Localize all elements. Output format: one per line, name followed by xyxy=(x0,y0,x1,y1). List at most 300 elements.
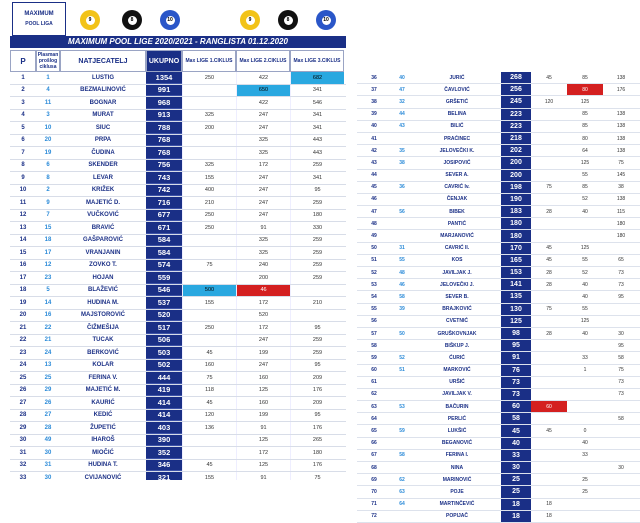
player-name-cell: ČAVLOVIĆ xyxy=(444,86,470,93)
total-points-cell: 223 xyxy=(501,109,531,120)
player-name-cell: ZOVKO T. xyxy=(89,262,117,269)
cycle-1-cell: 45 xyxy=(182,460,236,472)
cycle-3-cell: 138 xyxy=(616,74,626,81)
table-row xyxy=(357,206,640,218)
player-name-cell: LEVAR xyxy=(93,174,113,181)
header-total: UKUPNO xyxy=(146,50,182,72)
table-row xyxy=(357,438,640,450)
cycle-2-cell: 325 xyxy=(236,147,290,159)
total-points-cell: 502 xyxy=(146,360,182,372)
rank-cell: 19 xyxy=(19,299,27,306)
cycle-1-cell: 75 xyxy=(182,260,236,272)
cycle-3-cell: 180 xyxy=(290,447,344,459)
cycle-1-cell: 75 xyxy=(546,184,552,191)
cycle-1-cell xyxy=(182,135,236,147)
rank-cell: 21 xyxy=(19,324,27,331)
table-row xyxy=(10,97,346,110)
cycle-2-cell: 91 xyxy=(236,472,290,480)
rank-cell: 38 xyxy=(371,98,377,105)
cycle-3-cell: 73 xyxy=(618,391,624,398)
total-points-cell: 584 xyxy=(146,235,182,247)
table-row xyxy=(10,322,346,335)
player-name-cell: GAŠPAROVIĆ xyxy=(83,237,123,244)
table-row xyxy=(357,121,640,133)
rank-cell: 29 xyxy=(19,424,27,431)
previous-rank-cell xyxy=(391,218,413,229)
previous-rank-cell: 8 xyxy=(46,174,50,181)
cycle-3-cell: 546 xyxy=(290,97,344,109)
cycle-2-cell: 40 xyxy=(582,440,588,447)
rank-cell: 69 xyxy=(371,476,377,483)
table-row xyxy=(357,474,640,486)
table-row xyxy=(357,462,640,474)
cycle-1-cell: 325 xyxy=(182,110,236,122)
cycle-3-cell xyxy=(603,425,639,436)
rank-cell: 60 xyxy=(371,367,377,374)
cycle-3-cell xyxy=(603,486,639,497)
cycle-1-cell xyxy=(531,145,567,156)
player-name-cell: JOSIPOVIĆ xyxy=(443,159,471,166)
player-name-cell: KAURIĆ xyxy=(91,399,115,406)
cycle-3-cell: 95 xyxy=(618,293,624,300)
player-name-cell: CAVRIĆ II. xyxy=(444,245,470,252)
cycle-3-cell: 180 xyxy=(290,210,344,222)
table-row xyxy=(357,401,640,413)
cycle-2-cell: 160 xyxy=(236,397,290,409)
total-points-cell: 60 xyxy=(501,401,531,412)
table-row xyxy=(357,255,640,267)
rank-cell: 51 xyxy=(371,257,377,264)
table-row xyxy=(10,335,346,348)
previous-rank-cell: 7 xyxy=(46,212,50,219)
previous-rank-cell xyxy=(391,316,413,327)
cycle-1-cell: 120 xyxy=(544,98,554,105)
table-row xyxy=(357,450,640,462)
table-header xyxy=(10,50,344,72)
cycle-3-cell: 75 xyxy=(618,159,624,166)
player-name-cell: JURIĆ xyxy=(449,74,465,81)
cycle-1-cell xyxy=(531,230,567,241)
header-cycle-2: Max LIGE 2.CIKLUS xyxy=(236,50,290,72)
player-name-cell: URŠIĆ xyxy=(449,379,465,386)
player-name-cell: BIŠKUP J. xyxy=(444,342,470,349)
rank-cell: 58 xyxy=(371,342,377,349)
cycle-2-cell: 55 xyxy=(582,257,588,264)
player-name-cell: TUCAK xyxy=(92,337,114,344)
cycle-2-cell: 422 xyxy=(236,72,290,84)
ball-number: 9 xyxy=(246,16,255,25)
cycle-1-cell: 45 xyxy=(182,397,236,409)
total-points-cell: 403 xyxy=(146,422,182,434)
total-points-cell: 76 xyxy=(501,365,531,376)
player-name-cell: BELINA xyxy=(447,111,467,118)
rank-cell: 5 xyxy=(21,124,25,131)
cycle-2-cell: 52 xyxy=(582,269,588,276)
player-name-cell: KEDIĆ xyxy=(93,412,113,419)
cycle-1-cell xyxy=(531,340,567,351)
ball-number: 10 xyxy=(323,17,329,23)
player-name-cell: MAJSTOROVIĆ xyxy=(81,312,125,319)
cycle-2-cell: 247 xyxy=(236,360,290,372)
left-table-panel xyxy=(10,0,346,480)
total-points-cell: 256 xyxy=(501,84,531,95)
rank-cell: 68 xyxy=(371,464,377,471)
player-name-cell: ĆURIĆ xyxy=(449,354,465,361)
header-cycle-3: Max LIGE 3.CIKLUS xyxy=(290,50,344,72)
cycle-3-cell: 341 xyxy=(290,122,344,134)
previous-rank-cell: 16 xyxy=(44,312,52,319)
table-row xyxy=(10,347,346,360)
cycle-2-cell: 40 xyxy=(582,208,588,215)
previous-rank-cell: 5 xyxy=(46,287,50,294)
total-points-cell: 91 xyxy=(501,352,531,363)
table-row xyxy=(357,377,640,389)
previous-rank-cell: 40 xyxy=(399,74,405,81)
cycle-3-cell: 30 xyxy=(618,464,624,471)
table-row xyxy=(357,267,640,279)
previous-rank-cell: 31 xyxy=(399,245,405,252)
cycle-2-cell: 46 xyxy=(236,285,290,297)
table-row xyxy=(357,291,640,303)
player-name-cell: JAVILJAK V. xyxy=(442,391,472,398)
rank-cell: 54 xyxy=(371,293,377,300)
player-name-cell: BERKOVIĆ xyxy=(87,349,119,356)
table-row xyxy=(10,422,346,435)
rank-cell: 1 xyxy=(21,74,25,81)
table-row xyxy=(10,460,346,473)
table-row xyxy=(357,340,640,352)
header-name: NATJECATELJ xyxy=(60,50,146,72)
table-row xyxy=(10,210,346,223)
cycle-1-cell: 210 xyxy=(182,197,236,209)
total-points-cell: 546 xyxy=(146,285,182,297)
table-row xyxy=(357,96,640,108)
cycle-3-cell: 259 xyxy=(290,347,344,359)
cycle-2-cell: 199 xyxy=(236,347,290,359)
total-points-cell: 559 xyxy=(146,272,182,284)
previous-rank-cell: 11 xyxy=(44,99,52,106)
player-name-cell: BAČURIN xyxy=(445,403,469,410)
table-row xyxy=(357,389,640,401)
player-name-cell: CVETNIĆ xyxy=(446,318,468,325)
cycle-1-cell: 28 xyxy=(546,330,552,337)
previous-rank-cell: 58 xyxy=(399,452,405,459)
rank-cell: 56 xyxy=(371,318,377,325)
player-name-cell: LUKŠIĆ xyxy=(447,428,467,435)
cycle-2-cell xyxy=(567,218,603,229)
cycle-2-cell: 125 xyxy=(236,435,290,447)
cycle-3-cell xyxy=(603,316,639,327)
total-points-cell: 574 xyxy=(146,260,182,272)
player-name-cell: ČUDINA xyxy=(91,149,115,156)
table-row xyxy=(357,109,640,121)
cycle-2-cell: 247 xyxy=(236,185,290,197)
cycle-1-cell: 400 xyxy=(182,185,236,197)
table-row xyxy=(357,230,640,242)
player-name-cell: SEVER A. xyxy=(445,172,469,179)
rank-cell: 6 xyxy=(21,137,25,144)
player-name-cell: BILIĆ xyxy=(450,123,464,130)
cycle-2-cell: 125 xyxy=(580,98,590,105)
player-name-cell: ŽUPETIĆ xyxy=(90,424,116,431)
rank-cell: 28 xyxy=(19,412,27,419)
player-name-cell: MAJETIĆ M. xyxy=(85,387,121,394)
cycle-2-cell: 422 xyxy=(236,97,290,109)
cycle-2-cell xyxy=(567,389,603,400)
cycle-2-cell: 160 xyxy=(236,372,290,384)
total-points-cell: 165 xyxy=(501,255,531,266)
table-row xyxy=(10,372,346,385)
table-row xyxy=(10,272,346,285)
player-name-cell: MARINOVIĆ xyxy=(442,476,472,483)
total-points-cell: 390 xyxy=(146,435,182,447)
cycle-3-cell: 259 xyxy=(290,272,344,284)
previous-rank-cell xyxy=(391,170,413,181)
total-points-cell: 73 xyxy=(501,389,531,400)
cycle-3-cell: 259 xyxy=(290,160,344,172)
right-table-body xyxy=(357,72,640,523)
table-row xyxy=(10,297,346,310)
total-points-cell: 743 xyxy=(146,172,182,184)
cycle-2-cell xyxy=(567,377,603,388)
ball-number: 8 xyxy=(128,16,137,25)
cycle-2-cell xyxy=(567,511,603,522)
player-name-cell: NINA xyxy=(450,464,464,471)
table-row xyxy=(10,385,346,398)
total-points-cell: 520 xyxy=(146,310,182,322)
total-points-cell: 414 xyxy=(146,410,182,422)
cycle-2-cell: 91 xyxy=(236,422,290,434)
previous-rank-cell xyxy=(391,194,413,205)
total-points-cell: 18 xyxy=(501,499,531,510)
total-points-cell: 170 xyxy=(501,243,531,254)
table-row xyxy=(357,413,640,425)
previous-rank-cell: 58 xyxy=(399,293,405,300)
left-table-body xyxy=(10,72,346,480)
player-name-cell: JELOVEČKI J. xyxy=(440,281,474,288)
cycle-3-cell xyxy=(603,450,639,461)
player-name-cell: LUSTIG xyxy=(92,74,114,81)
total-points-cell: 202 xyxy=(501,145,531,156)
total-points-cell: 25 xyxy=(501,474,531,485)
cycle-2-cell: 85 xyxy=(582,74,588,81)
total-points-cell: 30 xyxy=(501,462,531,473)
rank-cell: 49 xyxy=(371,233,377,240)
previous-rank-cell: 63 xyxy=(399,488,405,495)
player-name-cell: GRŠETIĆ xyxy=(445,98,469,105)
previous-rank-cell xyxy=(391,438,413,449)
player-name-cell: JAVILJAK J. xyxy=(442,269,472,276)
cycle-3-cell xyxy=(290,310,344,322)
cycle-1-cell: 155 xyxy=(182,172,236,184)
header-previous: Plasman prošlog ciklusa xyxy=(37,52,59,70)
cycle-3-cell: 259 xyxy=(290,197,344,209)
cycle-3-cell xyxy=(603,511,639,522)
table-row xyxy=(10,360,346,373)
previous-rank-cell: 59 xyxy=(399,428,405,435)
rank-cell: 57 xyxy=(371,330,377,337)
cycle-2-cell: 172 xyxy=(236,160,290,172)
previous-rank-cell xyxy=(391,230,413,241)
table-row xyxy=(357,145,640,157)
cycle-3-cell: 176 xyxy=(616,86,626,93)
cycle-3-cell: 73 xyxy=(618,269,624,276)
table-row xyxy=(357,133,640,145)
player-name-cell: POJE xyxy=(450,488,464,495)
previous-rank-cell: 47 xyxy=(399,86,405,93)
previous-rank-cell xyxy=(391,511,413,522)
cycle-2-cell: 125 xyxy=(236,460,290,472)
cycle-3-cell xyxy=(603,438,639,449)
cycle-2-cell: 40 xyxy=(582,281,588,288)
cycle-3-cell xyxy=(290,285,344,297)
table-row xyxy=(10,197,346,210)
rank-cell: 44 xyxy=(371,172,377,179)
cycle-1-cell xyxy=(182,97,236,109)
previous-rank-cell: 53 xyxy=(399,403,405,410)
cycle-2-cell: 172 xyxy=(236,447,290,459)
cycle-3-cell: 30 xyxy=(618,330,624,337)
cycle-2-cell: 240 xyxy=(236,260,290,272)
previous-rank-cell xyxy=(391,462,413,473)
total-points-cell: 991 xyxy=(146,85,182,97)
total-points-cell: 346 xyxy=(146,460,182,472)
rank-cell: 10 xyxy=(19,187,27,194)
cycle-1-cell: 500 xyxy=(182,285,236,297)
cycle-2-cell: 125 xyxy=(580,245,590,252)
table-row xyxy=(10,110,346,123)
previous-rank-cell: 6 xyxy=(46,162,50,169)
cycle-1-cell: 325 xyxy=(182,160,236,172)
cycle-3-cell: 682 xyxy=(290,72,344,84)
cycle-2-cell: 125 xyxy=(236,385,290,397)
cycle-1-cell xyxy=(531,365,567,376)
previous-rank-cell: 30 xyxy=(44,449,52,456)
rank-cell: 33 xyxy=(19,474,27,480)
table-row xyxy=(10,172,346,185)
cycle-3-cell: 209 xyxy=(290,372,344,384)
cycle-2-cell: 650 xyxy=(236,85,290,97)
cycle-2-cell: 80 xyxy=(582,135,588,142)
player-name-cell: POPIJAČ xyxy=(446,513,468,520)
previous-rank-cell: 38 xyxy=(399,159,405,166)
cycle-3-cell: 443 xyxy=(290,135,344,147)
table-row xyxy=(357,316,640,328)
pool-ball-9-icon xyxy=(80,10,100,30)
cycle-1-cell: 45 xyxy=(546,74,552,81)
rank-cell: 55 xyxy=(371,306,377,313)
total-points-cell: 40 xyxy=(501,438,531,449)
total-points-cell: 183 xyxy=(501,206,531,217)
cycle-3-cell: 95 xyxy=(618,342,624,349)
table-row xyxy=(10,247,346,260)
previous-rank-cell: 64 xyxy=(399,501,405,508)
total-points-cell: 135 xyxy=(501,291,531,302)
cycle-1-cell xyxy=(531,486,567,497)
rank-cell: 63 xyxy=(371,403,377,410)
total-points-cell: 352 xyxy=(146,447,182,459)
cycle-1-cell: 250 xyxy=(182,72,236,84)
total-points-cell: 198 xyxy=(501,182,531,193)
previous-rank-cell: 22 xyxy=(44,324,52,331)
table-row xyxy=(357,72,640,84)
total-points-cell: 130 xyxy=(501,304,531,315)
cycle-1-cell: 45 xyxy=(546,245,552,252)
previous-rank-cell: 17 xyxy=(44,249,52,256)
player-name-cell: IHAROŠ xyxy=(91,437,115,444)
cycle-3-cell: 259 xyxy=(290,335,344,347)
player-name-cell: PANTIĆ xyxy=(447,220,467,227)
total-points-cell: 677 xyxy=(146,210,182,222)
cycle-1-cell: 118 xyxy=(182,385,236,397)
previous-rank-cell: 39 xyxy=(399,306,405,313)
cycle-3-cell: 259 xyxy=(290,247,344,259)
cycle-1-cell: 120 xyxy=(182,410,236,422)
table-row xyxy=(10,447,346,460)
table-row xyxy=(357,365,640,377)
table-row xyxy=(10,235,346,248)
previous-rank-cell: 2 xyxy=(46,187,50,194)
cycle-3-cell: 95 xyxy=(290,185,344,197)
cycle-2-cell: 199 xyxy=(236,410,290,422)
previous-rank-cell: 3 xyxy=(46,112,50,119)
cycle-3-cell: 330 xyxy=(290,222,344,234)
table-row xyxy=(10,472,346,480)
cycle-2-cell: 33 xyxy=(582,452,588,459)
rank-cell: 66 xyxy=(371,440,377,447)
table-row xyxy=(357,511,640,523)
table-row xyxy=(10,397,346,410)
total-points-cell: 768 xyxy=(146,147,182,159)
pool-ball-8-icon xyxy=(122,10,142,30)
cycle-2-cell: 91 xyxy=(236,222,290,234)
cycle-2-cell xyxy=(567,340,603,351)
total-points-cell: 218 xyxy=(501,133,531,144)
cycle-1-cell: 18 xyxy=(546,501,552,508)
rank-cell: 15 xyxy=(19,249,27,256)
rank-cell: 62 xyxy=(371,391,377,398)
pool-ball-9-icon xyxy=(240,10,260,30)
cycle-2-cell: 0 xyxy=(583,428,587,435)
rank-cell: 18 xyxy=(19,287,27,294)
player-name-cell: BRAVIĆ xyxy=(91,224,115,231)
previous-rank-cell: 28 xyxy=(44,424,52,431)
cycle-2-cell: 25 xyxy=(582,488,588,495)
cycle-1-cell: 45 xyxy=(546,428,552,435)
cycle-1-cell xyxy=(182,447,236,459)
rank-cell: 70 xyxy=(371,488,377,495)
total-points-cell: 584 xyxy=(146,247,182,259)
player-name-cell: BIBEK xyxy=(449,208,465,215)
previous-rank-cell xyxy=(391,413,413,424)
cycle-1-cell: 200 xyxy=(182,122,236,134)
cycle-1-cell: 250 xyxy=(182,210,236,222)
rank-cell: 30 xyxy=(19,437,27,444)
cycle-3-cell: 341 xyxy=(290,172,344,184)
cycle-3-cell: 65 xyxy=(618,257,624,264)
cycle-2-cell: 247 xyxy=(236,172,290,184)
table-row xyxy=(357,499,640,511)
cycle-2-cell xyxy=(567,230,603,241)
cycle-1-cell xyxy=(531,316,567,327)
cycle-3-cell: 176 xyxy=(290,460,344,472)
cycle-3-cell: 259 xyxy=(290,260,344,272)
rank-cell: 7 xyxy=(21,149,25,156)
rank-cell: 48 xyxy=(371,220,377,227)
cycle-2-cell: 40 xyxy=(582,330,588,337)
cycle-1-cell xyxy=(531,413,567,424)
cycle-3-cell: 95 xyxy=(290,410,344,422)
